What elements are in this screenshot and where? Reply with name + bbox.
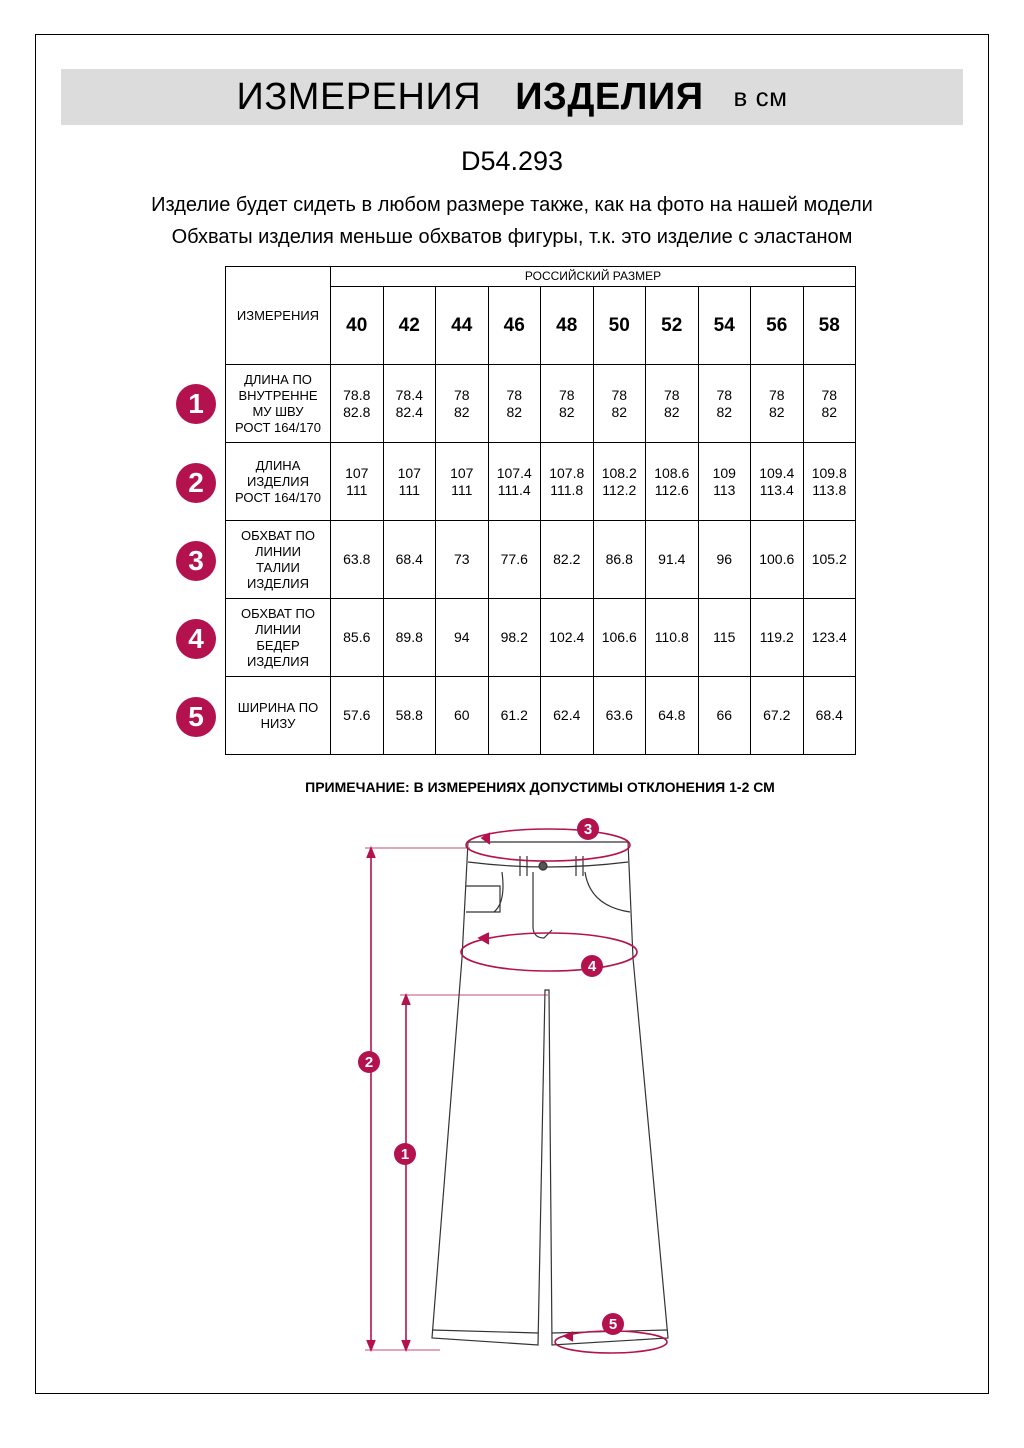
value-line: 113.4	[759, 481, 794, 498]
value-line: 85.6	[343, 629, 371, 645]
value-line: 111	[346, 481, 368, 498]
value-line: 102.4	[549, 629, 585, 645]
measure-label-line: НИЗУ	[260, 715, 296, 731]
measure-number-badge: 3	[176, 541, 216, 581]
value-line: 58.8	[395, 707, 423, 723]
value-line: 108.6	[654, 464, 690, 481]
fit-note: Изделие будет сидеть в любом размере также, как на фото на нашей модели	[151, 194, 873, 216]
value-line: 64.8	[658, 707, 686, 723]
value-line: 107	[450, 464, 474, 481]
measure-label-line: ТАЛИИ	[256, 559, 300, 575]
value-line: 78.8	[343, 386, 371, 403]
value-line: 119.2	[759, 629, 794, 645]
size-cell: 56	[751, 287, 804, 365]
measure-label-line: ИЗДЕЛИЯ	[247, 575, 309, 591]
value-line: 107	[397, 464, 421, 481]
measure-label-line: РОСТ 164/170	[235, 489, 321, 505]
value-line: 94	[453, 629, 470, 645]
value-line: 67.2	[763, 707, 791, 723]
value-line: 82	[506, 403, 523, 420]
diagram-marker-label: 3	[583, 821, 593, 838]
measure-number-badge: 5	[176, 697, 216, 737]
size-cell: 42	[383, 287, 436, 365]
diagram-marker	[602, 1313, 624, 1335]
measure-label-line: МУ ШВУ	[252, 403, 304, 419]
value-line: 66	[716, 707, 733, 723]
value-line: 78	[506, 386, 523, 403]
value-line: 60	[453, 707, 470, 723]
value-line: 96	[716, 551, 733, 567]
value-line: 107.8	[549, 464, 585, 481]
value-line: 82	[663, 403, 680, 420]
value-line: 109	[712, 464, 736, 481]
measure-label-line: ШИРИНА ПО	[237, 699, 319, 715]
value-line: 78	[663, 386, 680, 403]
value-line: 78	[558, 386, 575, 403]
jeans-drawing	[432, 842, 668, 1345]
diagram-marker-label: 5	[608, 1316, 618, 1333]
value-line: 57.6	[343, 707, 371, 723]
value-line: 113	[713, 481, 736, 498]
value-line: 105.2	[811, 551, 847, 567]
size-cell: 50	[593, 287, 646, 365]
value-line: 111	[398, 481, 420, 498]
value-line: 82	[821, 403, 838, 420]
value-line: 63.6	[605, 707, 633, 723]
value-line: 100.6	[759, 551, 795, 567]
size-cell: 44	[436, 287, 489, 365]
measure-number-badge: 4	[176, 619, 216, 659]
size-cell: 58	[803, 287, 856, 365]
diagram-marker-label: 2	[364, 1054, 374, 1071]
value-line: 82	[558, 403, 575, 420]
diagram-marker-label: 1	[400, 1146, 410, 1163]
diagram-marker	[394, 1143, 416, 1165]
measure-label-line: ОБХВАТ ПО	[241, 527, 315, 543]
value-line: 82	[768, 403, 785, 420]
value-line: 77.6	[500, 551, 528, 567]
value-line: 61.2	[500, 707, 528, 723]
value-line: 78	[453, 386, 470, 403]
value-line: 123.4	[811, 629, 847, 645]
measure-number-badge: 1	[176, 384, 216, 424]
title-bold: ИЗДЕЛИЯ	[515, 75, 704, 118]
measure-label-line: ДЛИНА ПО	[244, 371, 312, 387]
diagram-marker	[577, 818, 599, 840]
value-line: 98.2	[500, 629, 528, 645]
value-line: 111	[451, 481, 473, 498]
size-cell: 48	[541, 287, 594, 365]
size-group-label: РОССИЙСКИЙ РАЗМЕР	[331, 267, 856, 287]
measure-label-line: ОБХВАТ ПО	[241, 605, 315, 621]
measure-label-line: ВНУТРЕННЕ	[238, 387, 318, 403]
value-line: 111.8	[550, 481, 584, 498]
measure-label-line: РОСТ 164/170	[235, 419, 321, 435]
value-line: 82.2	[553, 551, 581, 567]
corner-label: ИЗМЕРЕНИЯ	[226, 267, 331, 365]
title-unit: в см	[733, 81, 788, 112]
size-cell: 46	[488, 287, 541, 365]
value-line: 73	[453, 551, 470, 567]
value-line: 82.8	[343, 403, 371, 420]
value-line: 109.4	[759, 464, 795, 481]
value-line: 107.4	[496, 464, 532, 481]
value-line: 78	[821, 386, 838, 403]
value-line: 112.2	[602, 481, 637, 498]
value-line: 109.8	[811, 464, 847, 481]
value-line: 89.8	[395, 629, 423, 645]
size-cell: 40	[331, 287, 384, 365]
value-line: 106.6	[601, 629, 637, 645]
value-line: 112.6	[654, 481, 689, 498]
value-line: 82.4	[395, 403, 423, 420]
value-line: 115	[713, 629, 736, 645]
value-line: 107	[345, 464, 369, 481]
value-line: 113.8	[812, 481, 847, 498]
value-line: 108.2	[601, 464, 637, 481]
title-regular: ИЗМЕРЕНИЯ	[236, 75, 482, 118]
value-line: 82	[716, 403, 733, 420]
value-line: 86.8	[605, 551, 633, 567]
size-cell: 52	[646, 287, 699, 365]
elastane-note: Обхваты изделия меньше обхватов фигуры, т.к. это изделие с эластаном	[171, 226, 853, 248]
value-line: 63.8	[343, 551, 371, 567]
value-line: 110.8	[654, 629, 689, 645]
size-cell: 54	[698, 287, 751, 365]
value-line: 78	[611, 386, 628, 403]
jeans-outline	[432, 842, 668, 1345]
diagram-marker-label: 4	[587, 958, 597, 975]
measure-label-line: ЛИНИИ	[255, 543, 301, 559]
measure-label-line: ДЛИНА	[255, 457, 301, 473]
article-number: D54.293	[460, 146, 564, 176]
measure-label-line: ИЗДЕЛИЯ	[247, 473, 309, 489]
diagram-marker	[581, 955, 603, 977]
value-line: 68.4	[815, 707, 843, 723]
measure-number-badge: 2	[176, 463, 216, 503]
button	[539, 862, 547, 870]
value-line: 82	[453, 403, 470, 420]
value-line: 68.4	[395, 551, 423, 567]
measure-label-line: ИЗДЕЛИЯ	[247, 653, 309, 669]
value-line: 78	[768, 386, 785, 403]
value-line: 62.4	[553, 707, 581, 723]
value-line: 82	[611, 403, 628, 420]
value-line: 78	[716, 386, 733, 403]
measure-label-line: ЛИНИИ	[255, 621, 301, 637]
measure-label-line: БЕДЕР	[256, 637, 300, 653]
diagram-marker	[358, 1051, 380, 1073]
value-line: 91.4	[658, 551, 686, 567]
value-line: 111.4	[497, 481, 531, 498]
value-line: 78.4	[395, 386, 423, 403]
tolerance-footnote: ПРИМЕЧАНИЕ: В ИЗМЕРЕНИЯХ ДОПУСТИМЫ ОТКЛОНЕНИЯ 1-2 СМ	[305, 779, 775, 795]
